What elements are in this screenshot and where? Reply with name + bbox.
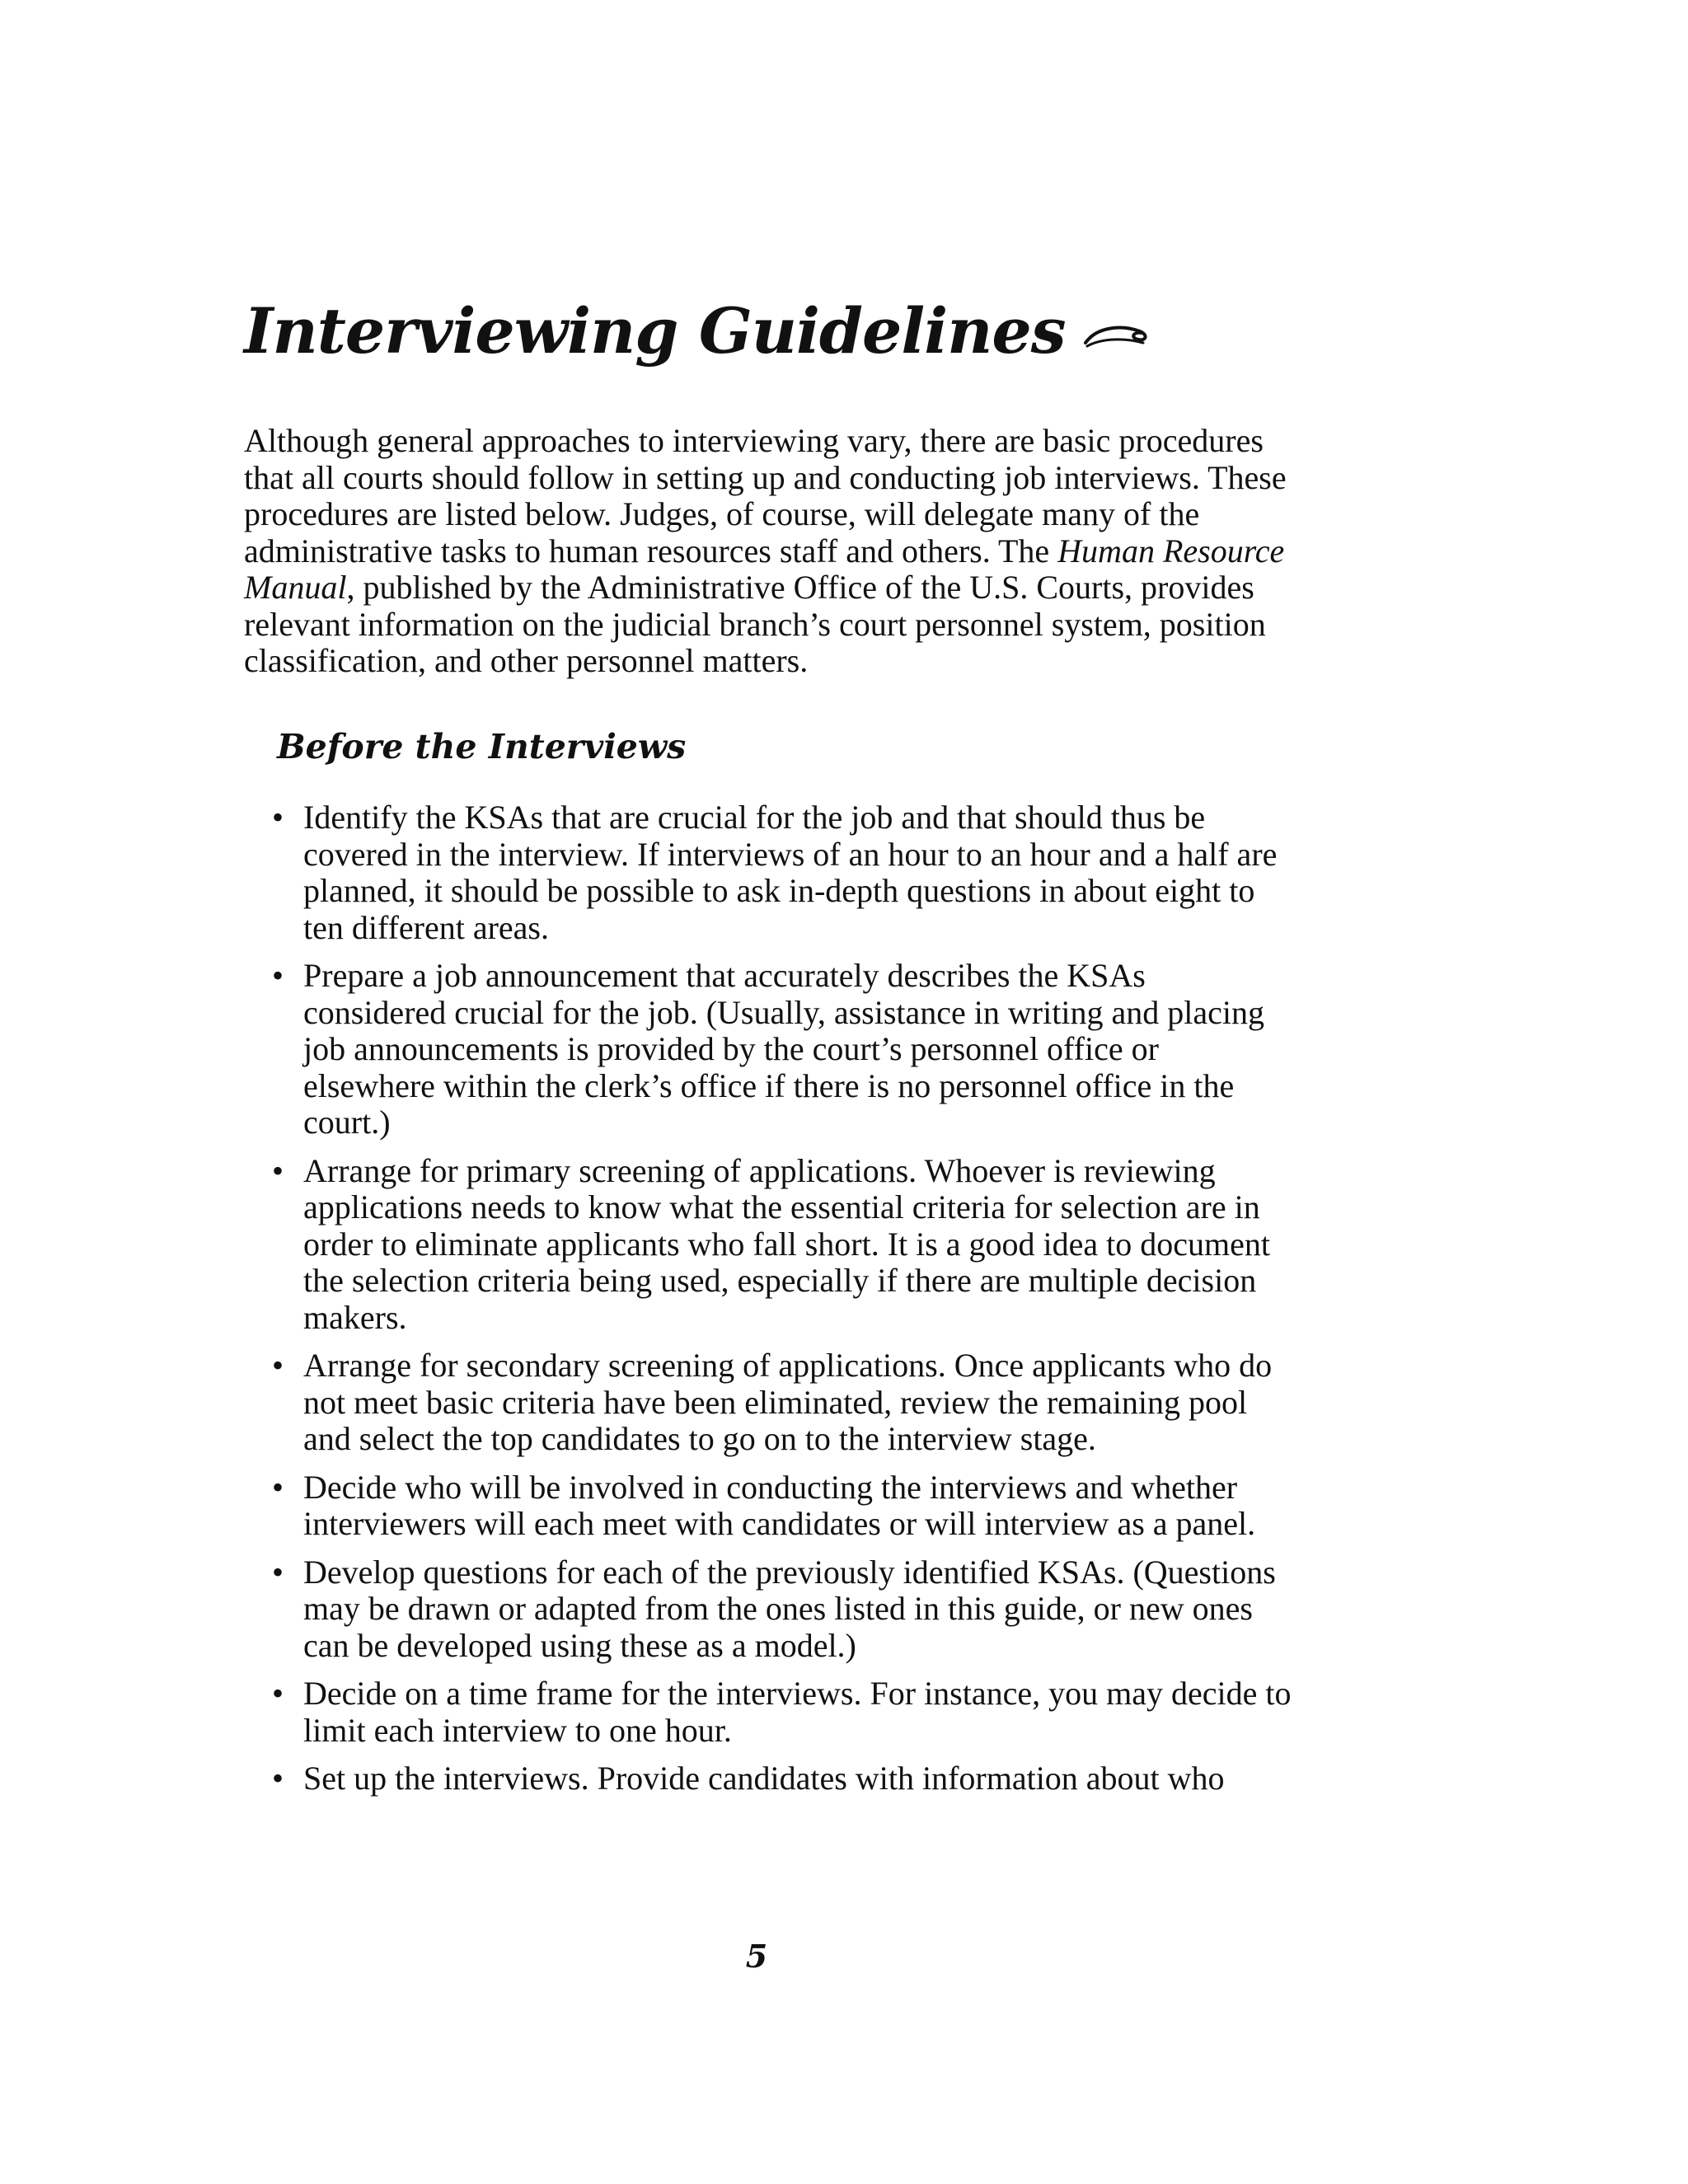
- list-item: [270, 1153, 1292, 1337]
- intro-text-part-1: Although general approaches to interviewing vary, there are basic procedures that all courts should follow in setting up and conducting job interviews. These procedures are listed below. Judges, of course, will delegate many of the administrative tasks to human resources staff and others. The: [244, 422, 1287, 569]
- page-title-text: Interviewing Guidelines: [244, 294, 1066, 368]
- bullet-list: [270, 799, 1292, 1809]
- section-heading: Before the Interviews: [277, 727, 687, 766]
- bullet-marker: •: [272, 1151, 284, 1189]
- list-item-text: Decide on a time frame for the interviews. For instance, you may decide to limit each interview to one hour.: [303, 1675, 1292, 1749]
- manual-title: Human Resource Manual: [244, 532, 1285, 606]
- list-item: [270, 1675, 1292, 1749]
- list-item-text: Identify the KSAs that are crucial for the job and that should thus be covered in the interview. If interviews of an hour to an hour and a half are planned, it should be possible to ask in-depth questions in about eight to ten different areas.: [303, 799, 1278, 946]
- list-item: [270, 799, 1292, 946]
- list-item-text: Set up the interviews. Provide candidates with information about who: [303, 1760, 1225, 1797]
- list-item-text: Arrange for primary screening of applications. Whoever is reviewing applications needs to know what the essential criteria for selection are in order to eliminate applicants who fall short. It is a good idea to document the selection criteria being used, especially if there are multiple decision makers.: [303, 1151, 1271, 1336]
- bullet-marker: •: [272, 1760, 284, 1797]
- page-title: [244, 290, 1151, 373]
- bullet-marker: •: [272, 1347, 284, 1384]
- list-item: [270, 1347, 1292, 1458]
- list-item: [270, 958, 1292, 1141]
- list-item: [270, 1554, 1292, 1665]
- bullet-marker: •: [272, 1675, 284, 1712]
- list-item-text: Arrange for secondary screening of applications. Once applicants who do not meet basic criteria have been eliminated, review the remaining pool and select the top candidates to go on to the interview stage.: [303, 1347, 1273, 1457]
- intro-text-part-2: , published by the Administrative Office of the U.S. Courts, provides relevant information on the judicial branch’s court personnel system, position classification, and other personnel matters.: [244, 569, 1266, 679]
- intro-paragraph: [244, 423, 1291, 680]
- list-item-text: Decide who will be involved in conducting the interviews and whether interviewers will each meet with candidates or will interview as a panel.: [303, 1468, 1256, 1542]
- list-item-text: Prepare a job announcement that accurately describes the KSAs considered crucial for the job. (Usually, assistance in writing and placing job announcements is provided by the court’s personnel office or elsewhere within the clerk’s office if there is no personnel office in the court.): [303, 957, 1264, 1141]
- bullet-marker: •: [272, 799, 284, 836]
- page-number: 5: [745, 1938, 768, 1975]
- list-item: [270, 1760, 1292, 1797]
- bullet-marker: •: [272, 1468, 284, 1506]
- list-item: [270, 1469, 1292, 1543]
- bullet-marker: •: [272, 957, 284, 994]
- curl-ornament-icon: [1082, 320, 1151, 353]
- list-item-text: Develop questions for each of the previously identified KSAs. (Questions may be drawn or adapted from the ones listed in this guide, or new ones can be developed using these as a model.): [303, 1553, 1276, 1664]
- bullet-marker: •: [272, 1553, 284, 1591]
